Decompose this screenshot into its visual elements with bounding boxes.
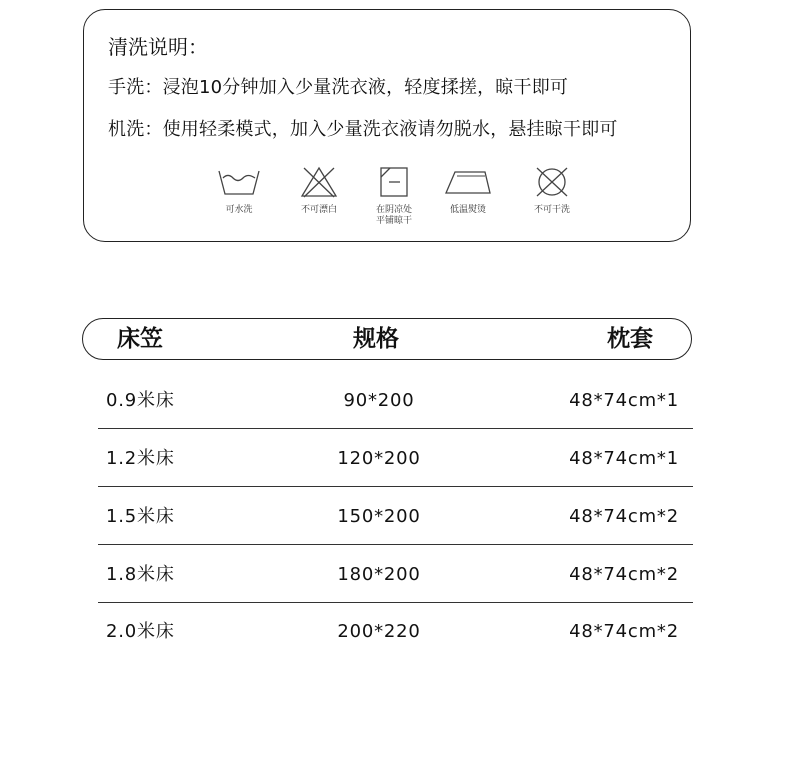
no-tumble-dry-label: 不可干洗 (533, 205, 570, 215)
bed-size-cell: 1.2米床 (106, 448, 175, 469)
hand-wash-instruction: 手洗：浸泡10分钟加入少量洗衣液，轻度揉搓，晾干即可 (108, 77, 569, 98)
pillowcase-cell: 48*74cm*1 (569, 448, 679, 469)
no-bleach-label: 不可漂白 (300, 205, 337, 215)
shade-dry-flat-label: 在阴凉处 平铺晾干 (375, 205, 412, 226)
table-row: 1.5米床 150*200 48*74cm*2 (98, 486, 693, 545)
table-row: 1.8米床 180*200 48*74cm*2 (98, 544, 693, 603)
table-row: 1.2米床 120*200 48*74cm*1 (98, 428, 693, 487)
header-fitted-sheet: 床笠 (117, 326, 163, 352)
care-instructions-card (83, 9, 691, 242)
bed-size-cell: 1.5米床 (106, 506, 175, 527)
hand-wash-label: 可水洗 (225, 205, 253, 215)
header-spec: 规格 (353, 326, 399, 352)
care-symbol-shade-dry-flat (354, 166, 434, 227)
pillowcase-cell: 48*74cm*2 (569, 621, 679, 642)
low-iron-icon (443, 166, 493, 198)
size-table-header (82, 318, 692, 360)
pillowcase-cell: 48*74cm*1 (569, 390, 679, 411)
care-symbol-no-tumble-dry (512, 166, 592, 216)
table-row: 0.9米床 90*200 48*74cm*1 (98, 370, 693, 429)
no-bleach-icon (300, 166, 338, 198)
table-row: 2.0米床 200*220 48*74cm*2 (106, 621, 679, 642)
care-symbol-no-bleach (279, 166, 359, 216)
low-iron-label: 低温熨烫 (449, 205, 486, 215)
bed-size-cell: 0.9米床 (106, 390, 175, 411)
pillowcase-cell: 48*74cm*2 (569, 564, 679, 585)
machine-wash-instruction: 机洗：使用轻柔模式，加入少量洗衣液请勿脱水，悬挂晾干即可 (108, 119, 618, 140)
no-tumble-dry-icon (534, 166, 570, 198)
care-symbol-low-iron (428, 166, 508, 216)
care-title: 清洗说明： (108, 35, 208, 59)
care-symbol-hand-wash (199, 166, 279, 216)
bed-size-cell: 1.8米床 (106, 564, 175, 585)
bed-size-cell: 2.0米床 (106, 621, 175, 642)
header-pillowcase: 枕套 (607, 326, 653, 352)
pillowcase-cell: 48*74cm*2 (569, 506, 679, 527)
hand-wash-icon (217, 166, 261, 198)
shade-dry-flat-icon (379, 166, 409, 198)
